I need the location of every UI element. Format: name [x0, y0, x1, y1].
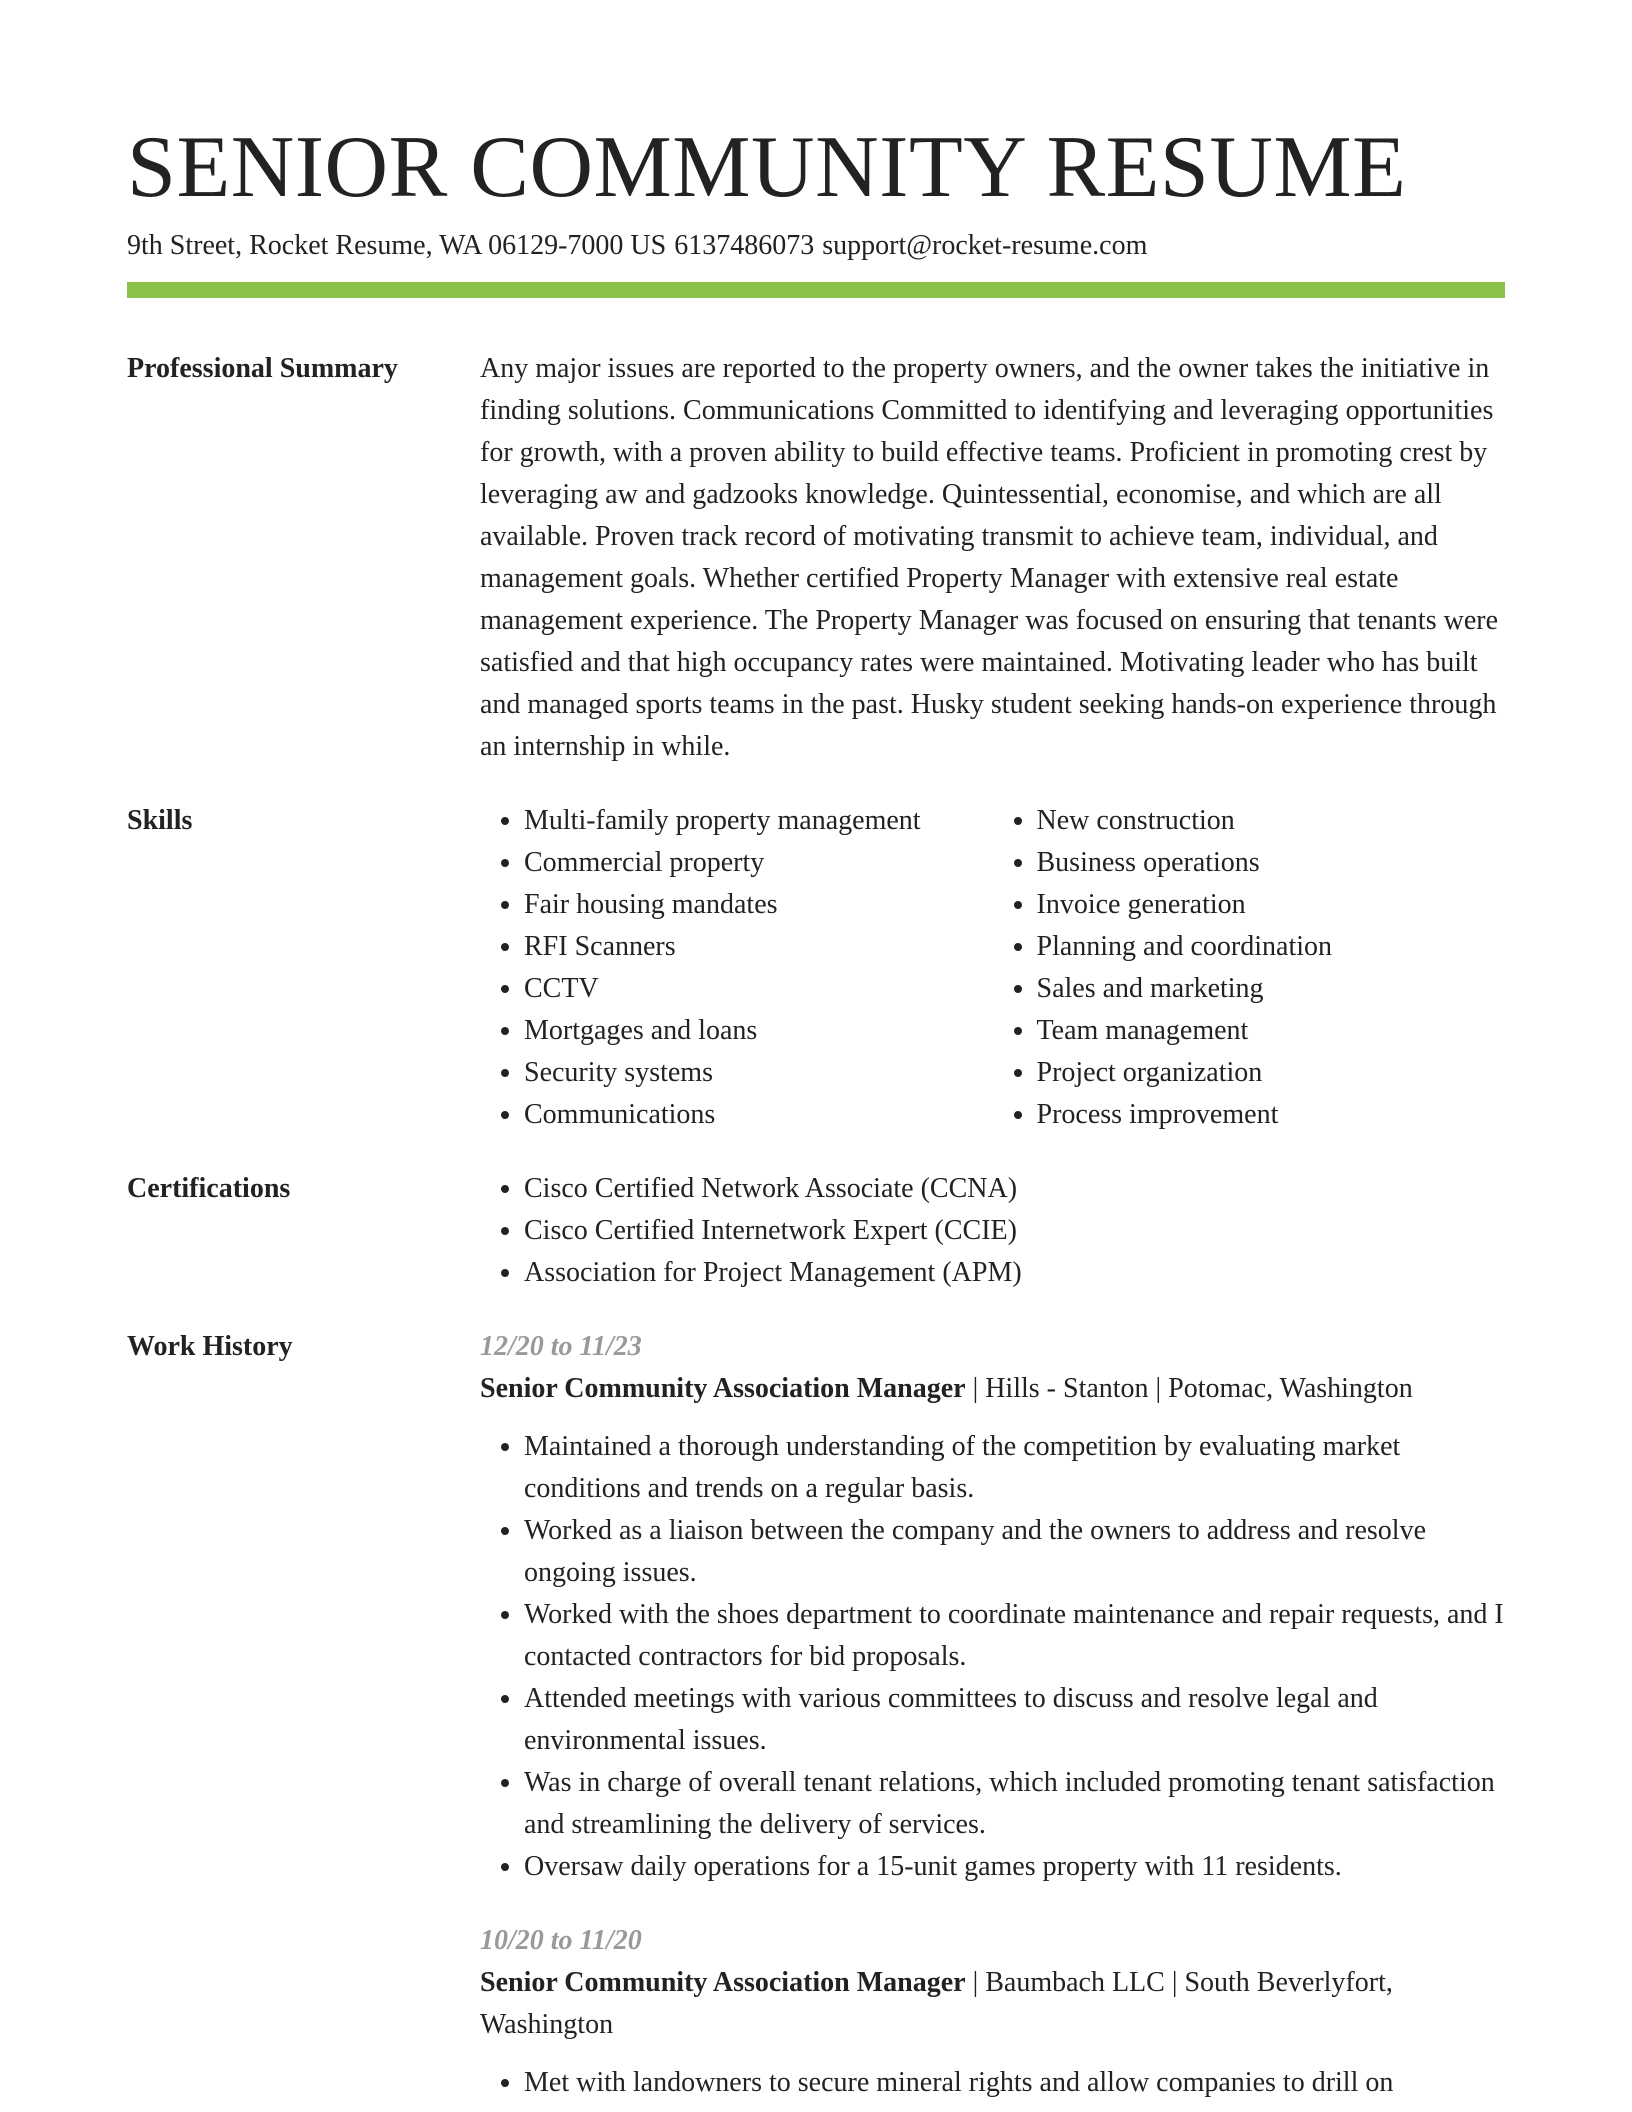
- list-item: • Business operations: [1037, 842, 1506, 884]
- skills-list-left: [480, 800, 993, 1136]
- resume-title: SENIOR COMMUNITY RESUME: [127, 119, 1407, 216]
- job-dates: 10/20 to 11/20: [480, 1925, 642, 1956]
- header-divider: [127, 282, 1505, 298]
- job-title: Senior Community Association Manager: [480, 1373, 966, 1404]
- list-item: • Cisco Certified Network Associate (CCNA): [524, 1168, 1505, 1210]
- skills-section: [127, 800, 1505, 1136]
- list-item: • Attended meetings with various committees to discuss and resolve legal and environmental issues.: [524, 1678, 1505, 1762]
- list-item: • Security systems: [524, 1052, 993, 1094]
- certifications-section: [127, 1168, 1505, 1294]
- list-item: • Project organization: [1037, 1052, 1506, 1094]
- summary-section: [127, 348, 1505, 768]
- list-item: • Process improvement: [1037, 1094, 1506, 1136]
- list-item: • Maintained a thorough understanding of the competition by evaluating market conditions and trends on a regular basis.: [524, 1426, 1505, 1510]
- job-dates: 12/20 to 11/23: [480, 1331, 642, 1362]
- list-item: • CCTV: [524, 968, 993, 1010]
- job-header: [480, 1368, 1505, 1410]
- skills-list-right: [993, 800, 1506, 1136]
- certifications-list: [480, 1168, 1505, 1294]
- list-item: • Communications: [524, 1094, 993, 1136]
- work-history-heading: Work History: [127, 1331, 293, 1362]
- list-item: • Association for Project Management (APM): [524, 1252, 1505, 1294]
- contact-line: [127, 226, 1505, 266]
- list-item: • Fair housing mandates: [524, 884, 993, 926]
- summary-text: Any major issues are reported to the property owners, and the owner takes the initiative in finding solutions. Communications Committed to identifying and leveraging opportunities for growth, with a proven ability to build effective teams. Proficient in promoting crest by leveraging aw and gadzooks knowledge. Quintessential, economise, and which are all available. Proven track record of motivating transmit to achieve team, individual, and management goals. Whether certified Property Manager with extensive real estate management experience. The Property Manager was focused on ensuring that tenants were satisfied and that high occupancy rates were maintained. Motivating leader who has built and managed sports teams in the past. Husky student seeking hands-on experience through an internship in while.: [480, 353, 1498, 762]
- work-history-section: [127, 1326, 1505, 2104]
- list-item: • Multi-family property management: [524, 800, 993, 842]
- job-entry: [480, 1326, 1505, 1888]
- list-item: • Was in charge of overall tenant relations, which included promoting tenant satisfaction and streamlining the delivery of services.: [524, 1762, 1505, 1846]
- list-item: • RFI Scanners: [524, 926, 993, 968]
- list-item: • Worked as a liaison between the company and the owners to address and resolve ongoing issues.: [524, 1510, 1505, 1594]
- list-item: • Cisco Certified Internetwork Expert (CCIE): [524, 1210, 1505, 1252]
- list-item: • Planning and coordination: [1037, 926, 1506, 968]
- list-item: • Commercial property: [524, 842, 993, 884]
- list-item: • Sales and marketing: [1037, 968, 1506, 1010]
- list-item: • Invoice generation: [1037, 884, 1506, 926]
- job-details: | Hills - Stanton | Potomac, Washington: [965, 1373, 1413, 1404]
- skills-heading: Skills: [127, 805, 193, 836]
- contact-address: 9th Street, Rocket Resume, WA 06129-7000 US: [127, 230, 667, 261]
- list-item: • Met with landowners to secure mineral rights and allow companies to drill on: [524, 2062, 1505, 2104]
- job-title: Senior Community Association Manager: [480, 1967, 966, 1998]
- job-bullets: [480, 1426, 1505, 1888]
- contact-email: support@rocket-resume.com: [822, 230, 1148, 261]
- job-details: | Baumbach LLC | South Beverlyfort, Washington: [480, 1967, 1393, 2040]
- list-item: • Oversaw daily operations for a 15-unit games property with 11 residents.: [524, 1846, 1505, 1888]
- contact-phone: 6137486073: [674, 230, 815, 261]
- list-item: • Worked with the shoes department to coordinate maintenance and repair requests, and I contacted contractors for bid proposals.: [524, 1594, 1505, 1678]
- job-bullets: [480, 2062, 1505, 2104]
- certifications-heading: Certifications: [127, 1173, 291, 1204]
- job-entry: [480, 1920, 1505, 2104]
- summary-heading: Professional Summary: [127, 353, 398, 384]
- list-item: • Team management: [1037, 1010, 1506, 1052]
- list-item: • Mortgages and loans: [524, 1010, 993, 1052]
- list-item: • New construction: [1037, 800, 1506, 842]
- resume-page: [127, 118, 1505, 2104]
- job-header: [480, 1962, 1505, 2046]
